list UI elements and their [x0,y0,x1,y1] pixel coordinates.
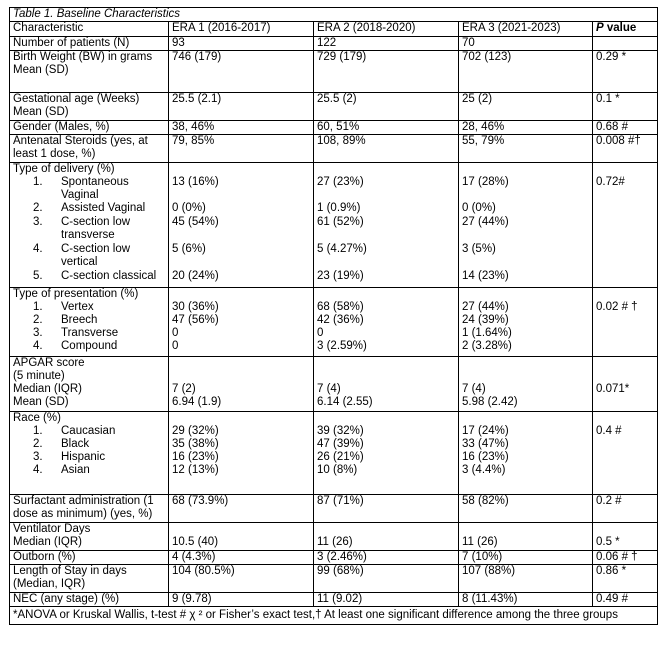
item-number: 2. [33,438,43,450]
era-3-cell [459,288,593,357]
p-value: 0.5 * [596,536,620,548]
item-label: Breech [61,314,98,326]
item-number: 5. [33,270,43,282]
era-3-cell: 8 (11.43%) [459,593,593,607]
table-row-gestational-age [10,93,658,121]
p-value-cell [593,163,658,288]
table-row-length-of-stay [10,565,658,593]
table-row-number-of-patients [10,37,658,51]
era-1-cell: 9 (9.78) [169,593,314,607]
value: 3 (2.59%) [317,340,367,352]
value: 39 (32%) [317,425,364,437]
value: 0 [172,340,179,352]
value: 26 (21%) [317,451,364,463]
item-number: 2. [33,314,43,326]
era-3-cell: 70 [459,37,593,51]
p-value-cell: 0.008 #† [593,135,658,163]
value: 11 (26) [462,536,498,548]
table-footnote: *ANOVA or Kruskal Wallis, t-test # χ ² or Fisher’s exact test,† At least one significant difference among the three groups [10,607,658,625]
list-item [13,176,165,202]
era-1-cell: 4 (4.3%) [169,551,314,565]
value: 2 (3.28%) [462,340,512,352]
era-2-cell [314,523,459,551]
era-3-cell [459,523,593,551]
item-number: 1. [33,176,43,188]
item-label: Hispanic [61,451,106,463]
p-value: 0.72# [596,176,625,188]
era-1-cell: 746 (179) [169,51,314,93]
item-number: 2. [33,202,43,214]
value: 5 (4.27%) [317,243,367,255]
row-label: Surfactant administration (1 dose as minimum) (yes, %) [10,495,169,523]
era-3-cell: 7 (10%) [459,551,593,565]
value: 0 [172,327,179,339]
item-number: 4. [33,464,43,476]
row-label: Gestational age (Weeks) Mean (SD) [10,93,169,121]
value: 27 (23%) [317,176,364,188]
value: 6.94 (1.9) [172,396,222,408]
median-label: Median (IQR) [13,383,83,395]
item-label: Spontaneous Vaginal [61,176,129,201]
item-number: 3. [33,216,43,228]
p-value-cell [593,412,658,495]
value: 17 (28%) [462,176,509,188]
value: 7 (4) [462,383,486,395]
era-1-cell: 38, 46% [169,121,314,135]
list-item [13,270,165,283]
p-value-cell [593,37,658,51]
item-label: Vertex [61,301,94,313]
value: 16 (23%) [172,451,219,463]
value: 0 (0%) [172,202,206,214]
list-item [13,301,165,314]
row-label [10,288,169,357]
value: 17 (24%) [462,425,509,437]
item-label: C-section low transverse [61,216,131,241]
item-label: C-section classical [61,270,157,282]
era-2-cell [314,412,459,495]
value: 7 (2) [172,383,196,395]
list-item [13,451,165,464]
era-2-cell: 87 (71%) [314,495,459,523]
value: 5 (6%) [172,243,206,255]
table-row-apgar-score [10,357,658,412]
list-item [13,425,165,438]
p-value-cell [593,288,658,357]
value: 13 (16%) [172,176,219,188]
value: 10 (8%) [317,464,358,476]
value: 27 (44%) [462,216,509,228]
table-row-outborn [10,551,658,565]
table-row-gender [10,121,658,135]
value: 27 (44%) [462,301,509,313]
value: 45 (54%) [172,216,219,228]
value: 14 (23%) [462,270,509,282]
list-item [13,314,165,327]
value: 0 [317,327,324,339]
table-row-type-of-presentation [10,288,658,357]
value: 3 (4.4%) [462,464,506,476]
value: 68 (58%) [317,301,364,313]
value: 10.5 (40) [172,536,219,548]
era-3-cell [459,163,593,288]
item-number: 4. [33,243,43,255]
value: 47 (56%) [172,314,219,326]
row-label [10,412,169,495]
value: 24 (39%) [462,314,509,326]
era-2-cell: 3 (2.46%) [314,551,459,565]
row-label [10,163,169,288]
era-3-cell [459,357,593,412]
era-1-cell: 68 (73.9%) [169,495,314,523]
era-1-cell: 93 [169,37,314,51]
header-p-value [593,22,658,37]
era-3-cell: 25 (2) [459,93,593,121]
table-caption: Table 1. Baseline Characteristics [10,8,658,22]
p-value-cell [593,523,658,551]
table-row-surfactant [10,495,658,523]
list-item [13,243,165,270]
value: 1 (0.9%) [317,202,361,214]
value: 23 (19%) [317,270,364,282]
list-item [13,202,165,216]
item-label: Compound [61,340,118,352]
item-label: Asian [61,464,90,476]
group-title: Type of delivery (%) [13,163,115,175]
list-item [13,340,165,353]
value: 47 (39%) [317,438,364,450]
group-title: Ventilator Days [13,523,91,535]
value: 5.98 (2.42) [462,396,518,408]
value: 61 (52%) [317,216,364,228]
era-2-cell [314,288,459,357]
mean-label: Mean (SD) [13,396,69,408]
row-label: Birth Weight (BW) in grams Mean (SD) [10,51,169,93]
table-row-birth-weight [10,51,658,93]
header-p-italic: P [596,22,604,34]
value: 12 (13%) [172,464,219,476]
era-3-cell: 28, 46% [459,121,593,135]
p-value-cell: 0.49 # [593,593,658,607]
p-value-cell [593,357,658,412]
list-item [13,327,165,340]
p-value-cell: 0.2 # [593,495,658,523]
header-characteristic: Characteristic [10,22,169,37]
value: 3 (5%) [462,243,496,255]
value: 11 (26) [317,536,353,548]
item-label: Transverse [61,327,119,339]
group-title: Type of presentation (%) [13,288,139,300]
table-row-ventilator-days [10,523,658,551]
item-number: 3. [33,451,43,463]
header-p-rest: value [603,22,637,34]
value: 42 (36%) [317,314,364,326]
row-label [10,357,169,412]
group-subtitle: (5 minute) [13,370,65,382]
p-value-cell: 0.86 * [593,565,658,593]
value: 30 (36%) [172,301,219,313]
header-era-1: ERA 1 (2016-2017) [169,22,314,37]
row-label: Length of Stay in days (Median, IQR) [10,565,169,593]
era-3-cell: 107 (88%) [459,565,593,593]
value: 6.14 (2.55) [317,396,373,408]
row-label: Outborn (%) [10,551,169,565]
item-label: C-section low vertical [61,243,131,268]
era-1-cell [169,412,314,495]
era-2-cell: 99 (68%) [314,565,459,593]
value: 16 (23%) [462,451,509,463]
p-value-cell: 0.29 * [593,51,658,93]
row-label: Gender (Males, %) [10,121,169,135]
item-number: 4. [33,340,43,352]
item-number: 3. [33,327,43,339]
row-label: Antenatal Steroids (yes, at least 1 dose, %) [10,135,169,163]
row-label: NEC (any stage) (%) [10,593,169,607]
era-3-cell [459,412,593,495]
era-1-cell [169,523,314,551]
header-era-3: ERA 3 (2021-2023) [459,22,593,37]
p-value: 0.02 # † [596,301,638,313]
list-item [13,438,165,451]
value: 0 (0%) [462,202,496,214]
value: 35 (38%) [172,438,219,450]
value: 33 (47%) [462,438,509,450]
p-value-cell: 0.1 * [593,93,658,121]
row-label: Number of patients (N) [10,37,169,51]
group-subtitle: Median (IQR) [13,536,83,548]
era-2-cell: 729 (179) [314,51,459,93]
era-1-cell: 79, 85% [169,135,314,163]
group-title: Race (%) [13,412,61,424]
p-value-cell: 0.68 # [593,121,658,135]
baseline-characteristics-table [9,7,658,625]
value: 7 (4) [317,383,341,395]
header-row [10,22,658,37]
header-era-2: ERA 2 (2018-2020) [314,22,459,37]
item-label: Black [61,438,90,450]
item-number: 1. [33,425,43,437]
era-1-cell [169,357,314,412]
era-3-cell: 702 (123) [459,51,593,93]
list-item [13,216,165,243]
table-row-antenatal-steroids [10,135,658,163]
era-1-cell [169,163,314,288]
p-value: 0.4 # [596,425,622,437]
table-row-race [10,412,658,495]
era-2-cell: 108, 89% [314,135,459,163]
table-row-type-of-delivery [10,163,658,288]
era-1-cell: 25.5 (2.1) [169,93,314,121]
era-3-cell: 58 (82%) [459,495,593,523]
value: 20 (24%) [172,270,219,282]
row-label [10,523,169,551]
p-value-cell: 0.06 # † [593,551,658,565]
era-2-cell: 11 (9.02) [314,593,459,607]
p-value: 0.071* [596,383,630,395]
era-1-cell [169,288,314,357]
item-label: Caucasian [61,425,116,437]
era-2-cell: 60, 51% [314,121,459,135]
value: 1 (1.64%) [462,327,512,339]
era-3-cell: 55, 79% [459,135,593,163]
era-2-cell: 25.5 (2) [314,93,459,121]
value: 29 (32%) [172,425,219,437]
table-row-nec [10,593,658,607]
era-2-cell: 122 [314,37,459,51]
era-1-cell: 104 (80.5%) [169,565,314,593]
group-title: APGAR score [13,357,85,369]
item-number: 1. [33,301,43,313]
era-2-cell [314,163,459,288]
era-2-cell [314,357,459,412]
item-label: Assisted Vaginal [61,202,146,214]
list-item [13,464,165,477]
